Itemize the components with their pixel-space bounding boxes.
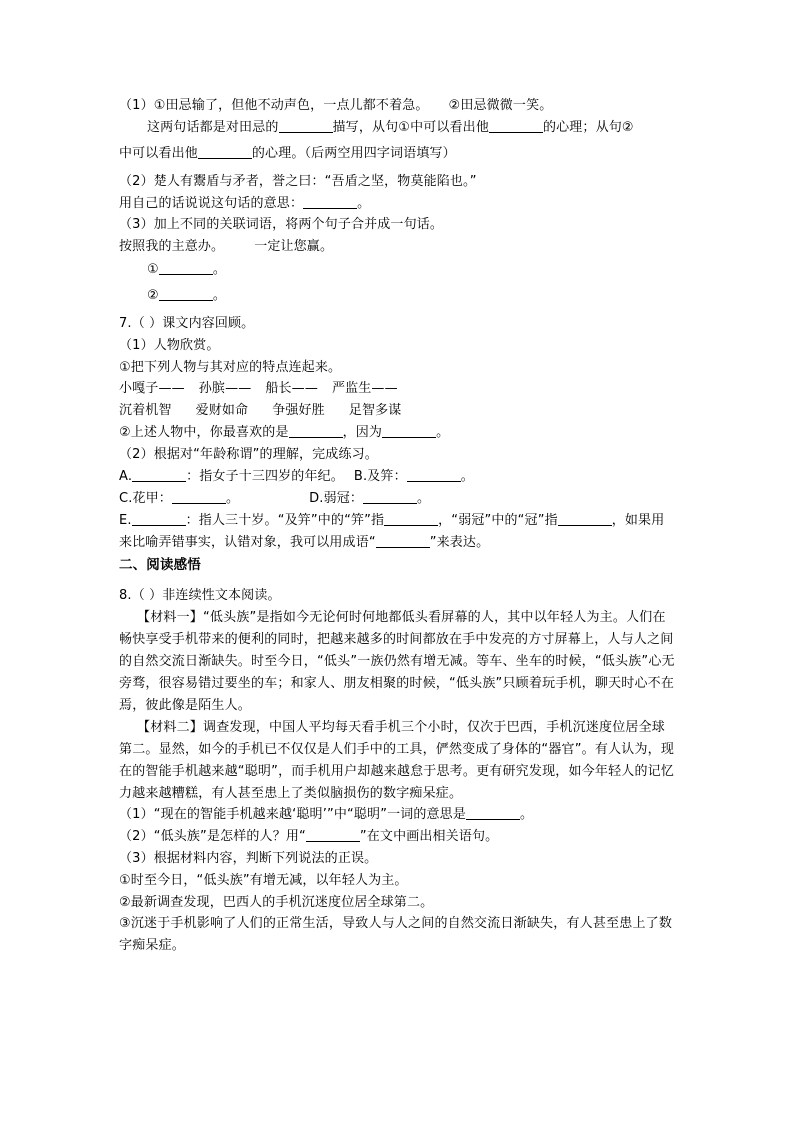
- answer-blank[interactable]: [466, 805, 520, 820]
- q7-item-e-line2: 来比喻弄错事实，认错对象，我可以用成语“ ”来表达。: [119, 535, 490, 550]
- person-item[interactable]: 船长——: [265, 381, 318, 396]
- answer-blank[interactable]: [363, 489, 417, 504]
- q6-part2-answer: 用自己的话说说这句话的意思： 。: [119, 196, 371, 211]
- judgement-1: ①时至今日，“低头族”有增无减，以年轻人为主。: [119, 873, 408, 888]
- answer-blank[interactable]: [382, 423, 436, 438]
- q6-part1-line3: 中可以看出他 的心理。（后两空用四字词语填写）: [119, 146, 456, 161]
- answer-blank[interactable]: [198, 144, 252, 159]
- people-row: [119, 379, 398, 399]
- trait-item[interactable]: 爱财如命: [195, 403, 249, 418]
- q7-item-e: E. ：指人三十岁。“及笄”中的“笄”指 ，“弱冠”中的“冠”指 ，如果用: [119, 513, 665, 528]
- q6-part1-sentences: [119, 96, 552, 116]
- q8-sub2: （2）“低头族”是怎样的人？用“ ”在文中画出相关语句。: [119, 829, 499, 844]
- q6-sentence-1: （1）①田忌输了，但他不动声色，一点儿都不着急。: [119, 98, 429, 113]
- q7-item-c-d: C.花甲： 。 D.弱冠： 。: [119, 491, 431, 506]
- answer-blank[interactable]: [384, 511, 438, 526]
- answer-blank[interactable]: [132, 511, 186, 526]
- person-item[interactable]: 小嘎子——: [119, 381, 185, 396]
- q7-item-a-b: A. ：指女子十三四岁的年纪。 B.及笄： 。: [119, 469, 474, 484]
- answer-blank[interactable]: [279, 118, 333, 133]
- person-item[interactable]: 孙膑——: [198, 381, 252, 396]
- answer-blank[interactable]: [558, 511, 612, 526]
- material-1: 【材料一】“低头族”是指如今无论何时何地都低头看屏幕的人，其中以年轻人为主。人们在畅快享受手机带来的便利的同时，把越来越多的时间都放在手中发亮的方寸屏幕上，人与人之间的自然交流日渐缺失。时至今日，“低头”一族仍然有增无减。等车、坐车的时候，“低头族”心无旁骛，很容易错过要坐的车；和家人、朋友相聚的时候，“低头族”只顾着玩手机，聊天时心不在焉，彼此像是陌生人。: [119, 610, 675, 713]
- q6-part3-answer-1: ① 。: [147, 262, 226, 277]
- person-item[interactable]: 严监生——: [331, 381, 398, 396]
- q7-title: 7.（ ）课文内容回顾。: [119, 316, 255, 331]
- q6-part3-sentences: 按照我的主意办。 一定让您赢。: [119, 239, 334, 254]
- answer-blank[interactable]: [159, 260, 213, 275]
- q7-sub2: （2）根据对“年龄称谓”的理解，完成练习。: [119, 447, 378, 462]
- material-2: 【材料二】调查发现，中国人平均每天看手机三个小时，仅次于巴西，手机沉迷度位居全球第二。显然，如今的手机已不仅仅是人们手中的工具，俨然变成了身体的“器官”。有人认为，现在的智能手机越来越“聪明”，而手机用户却越来越怠于思考。更有研究发现，如今年轻人的记忆力越来越糟糕，有人甚至患上了类似脑损伤的数字痴呆症。: [119, 720, 675, 801]
- traits-row: [119, 401, 401, 421]
- answer-blank[interactable]: [132, 467, 186, 482]
- trait-item[interactable]: 足智多谋: [348, 403, 402, 418]
- answer-blank[interactable]: [376, 533, 430, 548]
- q6-part3-prompt: （3）加上不同的关联词语，将两个句子合并成一句话。: [119, 217, 444, 232]
- q6-part1-line2: 这两句话都是对田忌的 描写，从句①中可以看出他 的心理；从句②: [147, 120, 634, 135]
- trait-item[interactable]: 争强好胜: [272, 403, 325, 418]
- trait-item[interactable]: 沉着机智: [119, 403, 172, 418]
- answer-blank[interactable]: [159, 286, 213, 301]
- answer-blank[interactable]: [289, 423, 343, 438]
- section-heading: 二、阅读感悟: [119, 557, 201, 573]
- q6-sentence-2: ②田忌微微一笑。: [448, 98, 553, 113]
- q6-part2-prompt: （2）楚人有鬻盾与矛者，誉之曰：“吾盾之坚，物莫能陷也。”: [119, 174, 477, 189]
- judgement-3: ③沉迷于手机影响了人们的正常生活，导致人与人之间的自然交流日渐缺失，有人甚至患上了数字痴呆症。: [119, 916, 673, 953]
- answer-blank[interactable]: [303, 194, 357, 209]
- answer-blank[interactable]: [489, 118, 543, 133]
- q6-part3-answer-2: ② 。: [147, 288, 226, 303]
- q7-favorite: ②上述人物中，你最喜欢的是 ，因为 。: [119, 425, 450, 440]
- q7-sub1-instruction: ①把下列人物与其对应的特点连起来。: [119, 360, 342, 375]
- q7-sub1: （1）人物欣赏。: [119, 338, 220, 353]
- q8-sub1: （1）“现在的智能手机越来越‘聪明’”中“聪明”一词的意思是 。: [119, 807, 534, 822]
- q8-title: 8.（ ）非连续性文本阅读。: [119, 588, 281, 603]
- answer-blank[interactable]: [172, 489, 226, 504]
- judgement-2: ②最新调查发现，巴西人的手机沉迷度位居全球第二。: [119, 895, 434, 910]
- answer-blank[interactable]: [407, 467, 461, 482]
- q8-sub3: （3）根据材料内容，判断下列说法的正误。: [119, 851, 378, 866]
- answer-blank[interactable]: [306, 827, 360, 842]
